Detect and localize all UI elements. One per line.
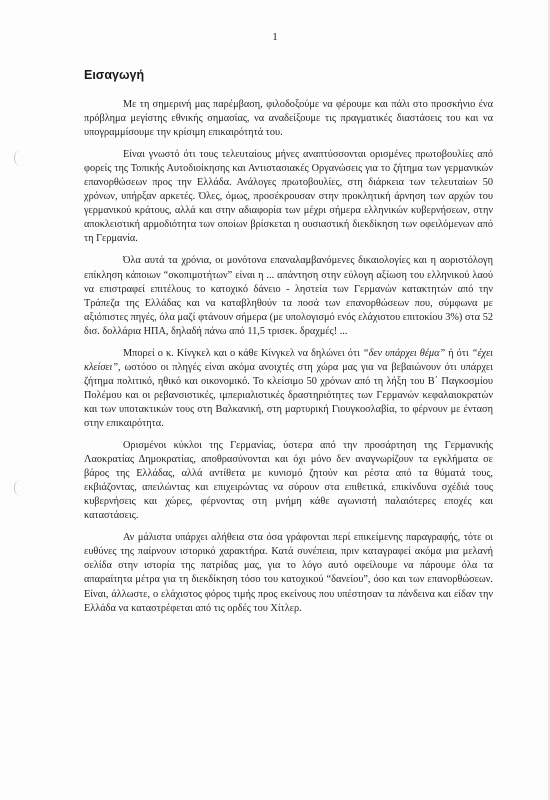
paragraph-4-text-c: , ωστόσο οι πληγές είναι ακόμα ανοιχτές στη χώρα μας για να βεβαιώνουν ότι υπάρχει ζήτημα πολιτικό, ηθικό και οικονομικό. Το κλείσιμο 50 χρόνων από τη λήξη του Β΄ Παγκοσμίου Πολέμου και οι ρεβανσιστικές, ιμπεριαλιστικές δραστηριότητες των Γερμανών κεφαλαιοκρατών και των υποτακτικών τους στη Βαλκανική, στη μαρτυρική Γιουγκοσλαβία, το φέρνουν με ένταση στην επικαιρότητα. [84,361,493,429]
page-number: 1 [272,31,278,43]
paragraph-4-quote-b: “έχει κλείσει” [84,347,493,373]
paragraph-4-text-a: Μπορεί ο κ. Κίνγκελ και ο κάθε Κίνγκελ να δηλώνει ότι [123,347,363,359]
paragraph-3: Όλα αυτά τα χρόνια, οι μονότονα επαναλαμβανόμενες δικαιολογίες και η αοριστόλογη επίκληση κάποιων “σκοπιμοτήτων” είναι η ... απάντηση στην εύλογη αξίωση του ελληνικού λαού να επιστραφεί επιτέλους το κατοχικό δάνειο - ληστεία των Γερμανών κατακτητών από την Τράπεζα της Ελλάδας και να καταβληθούν τα ποσά των επανορθώσεων που, σύμφωνα με αξιόπιστες πηγές, όλα μαζί φτάνουν σήμερα (με υπολογισμό ενός ελάχιστου επιτοκίου 3%) στα 52 δισ. δολλάρια ΗΠΑ, δηλαδή πάνω από 11,5 τρισεκ. δραχμές! ... [84,255,493,337]
paragraph-4-quote-a: “δεν υπάρχει θέμα” [362,347,446,359]
paragraph-4 [84,347,493,431]
section-heading: Εισαγωγή [84,68,145,82]
document-body [84,98,493,624]
scan-hole-mark [14,150,21,166]
paragraph-2: Είναι γνωστό ότι τους τελευταίους μήνες αναπτύσσονται ορισμένες πρωτοβουλίες από φορείς της Τοπικής Αυτοδιοίκησης και Αντιστασιακές Οργανώσεις για το ζήτημα των γερμανικών επανορθώσεων προς την Ελλάδα. Ανάλογες πρωτοβουλίες, στη διάρκεια των τελευταίων 50 χρόνων, υπήρξαν αρκετές. Όλες, όμως, προσέκρουσαν στην προκλητική άρνηση των αρχών του γερμανικού κράτους, αλλά και στην αδιαφορία των μέχρι σήμερα ελληνικών κυβερνήσεων, στην αποκλειστική αρμοδιότητα των οποίων βρίσκεται η ουσιαστική διεκδίκηση των οφειλόμενων από τη Γερμανία. [84,149,493,245]
paragraph-4-text-b: ή ότι [445,347,472,359]
paragraph-1: Με τη σημερινή μας παρέμβαση, φιλοδοξούμε να φέρουμε και πάλι στο προσκήνιο ένα πρόβλημα μεγίστης εθνικής σημασίας, να αναδείξουμε τις πραγματικές διαστάσεις του και να υπογραμμίσουμε την κρίσιμη επικαιρότητά του. [84,99,493,139]
scan-hole-mark [14,480,21,496]
paragraph-5: Ορισμένοι κύκλοι της Γερμανίας, ύστερα από την προσάρτηση της Γερμανικής Λαοκρατίας Δημοκρατίας, αποθρασύνονται και όχι μόνο δεν αναγνωρίζουν τα εγκλήματα σε βάρος της Ελλάδας, αλλά αντίθετα με κυνισμό ζητούν και ρέστα από τα θύματά τους, εκβιάζοντας, απειλώντας και επιχειρώντας να σύρουν στα επιθετικά, επικίνδυνα σχέδιά τους κυβερνήσεις και χώρες, φέρνοντας στη μνήμη κάθε αγωνιστή παλαιότερες εποχές και καταστάσεις. [84,440,493,522]
paragraph-6: Αν μάλιστα υπάρχει αλήθεια στα όσα γράφονται περί επικείμενης παραγραφής, τότε οι ευθύνες της παίρνουν ιστορικό χαρακτήρα. Κατά συνέπεια, πριν καταγραφεί ακόμα μια μελανή σελίδα στην ιστορία της πατρίδας μας, για το λόγο αυτό οφείλουμε να πάρουμε όλα τα απαραίτητα μέτρα για τη διεκδίκηση τόσο του κατοχικού “δανείου”, όσο και των επανορθώσεων. Είναι, άλλωστε, ο ελάχιστος φόρος τιμής προς εκείνους που υπέστησαν τα πάνδεινα και είδαν την Ελλάδα να καταστρέφεται από τις ορδές του Χίτλερ. [84,532,493,614]
